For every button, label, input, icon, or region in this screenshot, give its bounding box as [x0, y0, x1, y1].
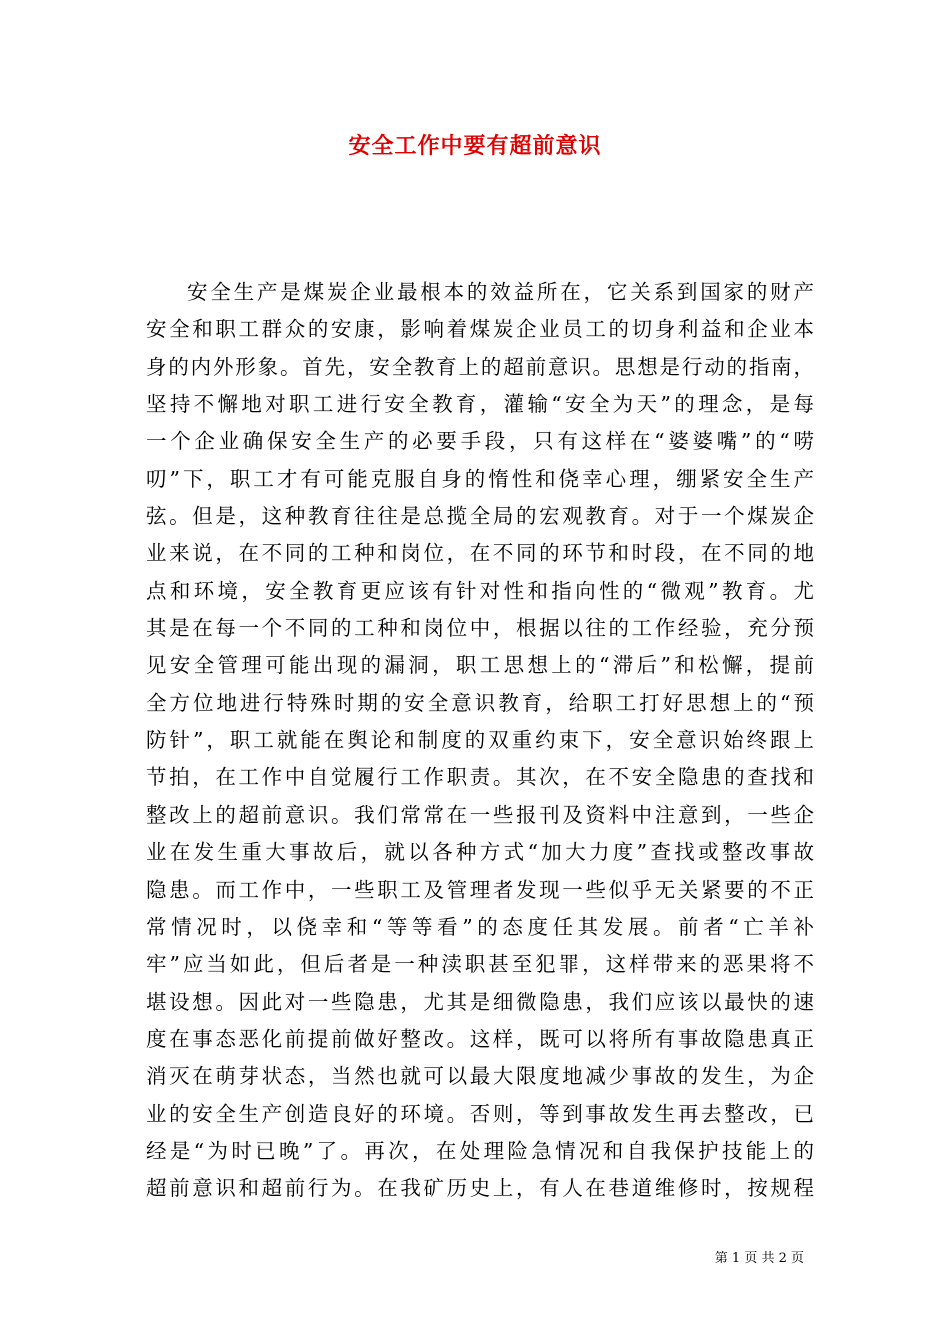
body-line: 弦。但是，这种教育往往是总揽全局的宏观教育。对于一个煤炭企 — [146, 504, 814, 529]
body-line: 堪设想。因此对一些隐患，尤其是细微隐患，我们应该以最快的速 — [146, 989, 814, 1014]
body-line: 坚持不懈地对职工进行安全教育，灌输“安全为天”的理念，是每 — [146, 392, 814, 417]
body-line: 常情况时，以侥幸和“等等看”的态度任其发展。前者“亡羊补 — [146, 914, 814, 939]
body-line: 一个企业确保安全生产的必要手段，只有这样在“婆婆嘴”的“唠 — [146, 429, 814, 454]
body-line: 隐患。而工作中，一些职工及管理者发现一些似乎无关紧要的不正 — [146, 877, 814, 902]
page-number: 第 1 页 共 2 页 — [714, 1251, 804, 1266]
body-line: 叨”下，职工才有可能克服自身的惰性和侥幸心理，绷紧安全生产 — [146, 466, 814, 491]
document-title: 安全工作中要有超前意识 — [348, 133, 602, 159]
body-line: 安全生产是煤炭企业最根本的效益所在，它关系到国家的财产 — [187, 280, 814, 304]
body-line: 度在事态恶化前提前做好整改。这样，既可以将所有事故隐患真正 — [146, 1026, 814, 1051]
document-body — [146, 274, 814, 1208]
body-line: 整改上的超前意识。我们常常在一些报刊及资料中注意到，一些企 — [146, 802, 814, 827]
body-line: 安全和职工群众的安康，影响着煤炭企业员工的切身利益和企业本 — [146, 317, 814, 342]
body-line: 点和环境，安全教育更应该有针对性和指向性的“微观”教育。尤 — [146, 578, 814, 603]
body-line: 节拍，在工作中自觉履行工作职责。其次，在不安全隐患的查找和 — [146, 765, 814, 790]
body-line: 牢”应当如此，但后者是一种渎职甚至犯罪，这样带来的恶果将不 — [146, 952, 814, 977]
body-line: 超前意识和超前行为。在我矿历史上，有人在巷道维修时，按规程 — [146, 1176, 814, 1201]
body-line: 业来说，在不同的工种和岗位，在不同的环节和时段，在不同的地 — [146, 541, 814, 566]
body-line: 防针”，职工就能在舆论和制度的双重约束下，安全意识始终跟上 — [146, 728, 814, 753]
body-line: 业的安全生产创造良好的环境。否则，等到事故发生再去整改，已 — [146, 1101, 814, 1126]
body-line: 消灭在萌芽状态，当然也就可以最大限度地减少事故的发生，为企 — [146, 1064, 814, 1089]
body-line: 见安全管理可能出现的漏洞，职工思想上的“滞后”和松懈，提前 — [146, 653, 814, 678]
body-line: 业在发生重大事故后，就以各种方式“加大力度”查找或整改事故 — [146, 840, 814, 865]
body-line: 全方位地进行特殊时期的安全意识教育，给职工打好思想上的“预 — [146, 690, 814, 715]
body-line: 经是“为时已晚”了。再次，在处理险急情况和自我保护技能上的 — [146, 1138, 814, 1163]
body-line: 身的内外形象。首先，安全教育上的超前意识。思想是行动的指南， — [146, 354, 814, 379]
body-line: 其是在每一个不同的工种和岗位中，根据以往的工作经验，充分预 — [146, 616, 814, 641]
